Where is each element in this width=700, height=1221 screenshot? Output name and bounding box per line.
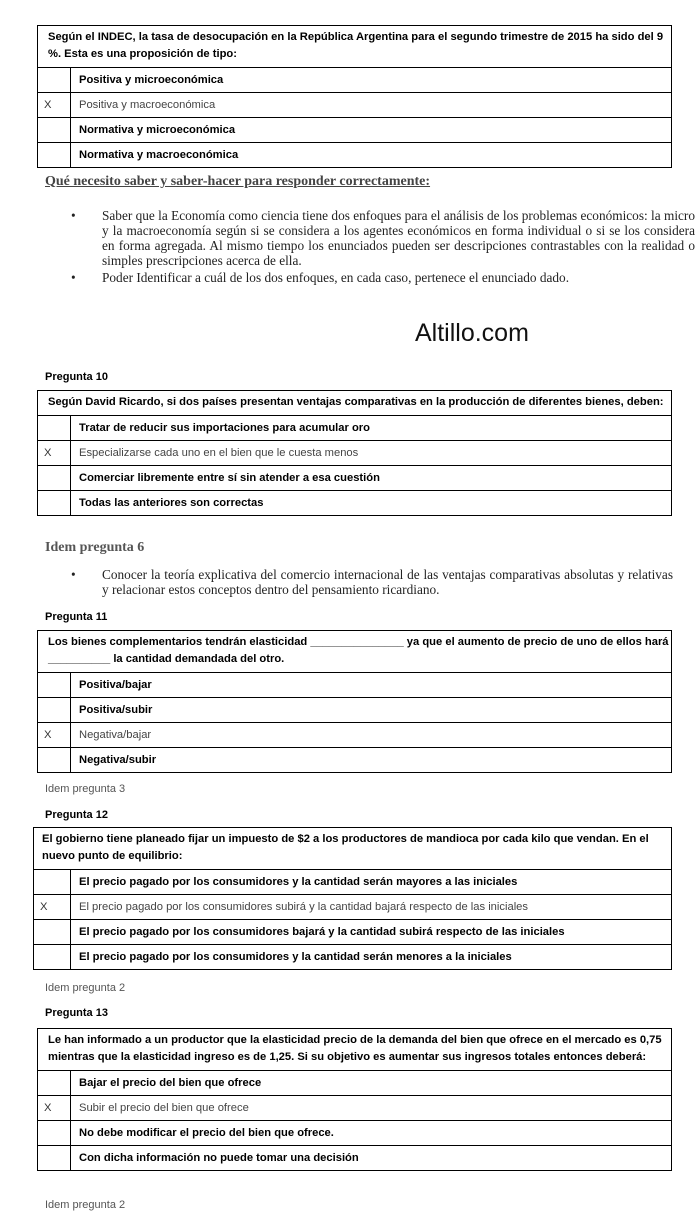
option-text: Subir el precio del bien que ofrece [71, 1096, 672, 1121]
answer-mark [38, 1146, 71, 1171]
option-text: No debe modificar el precio del bien que ofrece. [71, 1121, 672, 1146]
option-text: Normativa y microeconómica [71, 118, 672, 143]
option-text: Especializarse cada uno en el bien que le cuesta menos [71, 441, 672, 466]
answer-mark [38, 491, 71, 516]
question-heading: Pregunta 10 [45, 371, 108, 383]
question-block-10 [37, 390, 672, 516]
option-text: Positiva/bajar [71, 673, 672, 698]
answer-mark [34, 920, 71, 945]
bullet-icon: • [71, 567, 76, 582]
bullet-text: Saber que la Economía como ciencia tiene dos enfoques para el análisis de los problemas económicos: la micro y la macroeconomía según si se considera a los agentes económicos en forma individual o si se los considera en forma agregada. Al mismo tiempo los enunciados pueden ser descripciones contrastables con la realidad o simples prescripciones acerca de ella. [102, 208, 695, 268]
bullet-item [45, 567, 673, 597]
answer-mark [38, 698, 71, 723]
answer-mark [38, 1121, 71, 1146]
idem-note: Idem pregunta 6 [45, 540, 145, 555]
idem-note: Idem pregunta 2 [45, 1199, 126, 1211]
bullet-text: Conocer la teoría explicativa del comercio internacional de las ventajas comparativas absolutas y relativas y relacionar estos conceptos dentro del pensamiento ricardiano. [102, 567, 673, 597]
option-text: Negativa/subir [71, 748, 672, 773]
question-block-13 [37, 1028, 672, 1171]
answer-mark: X [38, 441, 71, 466]
option-text: Comerciar libremente entre sí sin atender a esa cuestión [71, 466, 672, 491]
option-text: Todas las anteriores son correctas [71, 491, 672, 516]
howto-heading: Qué necesito saber y saber-hacer para responder correctamente: [45, 174, 431, 189]
idem-note: Idem pregunta 3 [45, 783, 126, 795]
answer-mark [38, 673, 71, 698]
answer-mark [34, 870, 71, 895]
bullet-icon: • [71, 270, 76, 285]
option-text: Con dicha información no puede tomar una decisión [71, 1146, 672, 1171]
question-text: Le han informado a un productor que la elasticidad precio de la demanda del bien que ofrece en el mercado es 0,75 mientras que la elasticidad ingreso es de 1,25. Si su objetivo es aumentar sus ingresos totales entonces deberá: [38, 1029, 672, 1071]
bullet-icon: • [71, 208, 76, 223]
question-text: El gobierno tiene planeado fijar un impuesto de $2 a los productores de mandioca por cada kilo que vendan. En el nuevo punto de equilibrio: [34, 828, 672, 870]
answer-mark [34, 945, 71, 970]
option-text: Normativa y macroeconómica [71, 143, 672, 168]
option-text: Positiva/subir [71, 698, 672, 723]
q10-bullet-list [45, 567, 673, 597]
answer-mark: X [38, 93, 71, 118]
answer-mark: X [38, 723, 71, 748]
option-text: El precio pagado por los consumidores bajará y la cantidad subirá respecto de las iniciales [71, 920, 672, 945]
question-heading: Pregunta 12 [45, 809, 108, 821]
option-text: El precio pagado por los consumidores y la cantidad serán menores a la iniciales [71, 945, 672, 970]
answer-mark [38, 118, 71, 143]
answer-mark [38, 416, 71, 441]
question-block-12 [33, 827, 672, 970]
option-text: El precio pagado por los consumidores y la cantidad serán mayores a las iniciales [71, 870, 672, 895]
question-block-11 [37, 630, 672, 773]
option-text: Bajar el precio del bien que ofrece [71, 1071, 672, 1096]
answer-mark [38, 68, 71, 93]
idem-note: Idem pregunta 2 [45, 982, 126, 994]
question-text: Los bienes complementarios tendrán elasticidad _______________ ya que el aumento de precio de uno de ellos hará __________ la cantidad demandada del otro. [38, 631, 672, 673]
bullet-item [45, 208, 695, 268]
howto-bullet-list [45, 208, 695, 285]
answer-mark: X [38, 1096, 71, 1121]
answer-mark [38, 466, 71, 491]
question-text: Según el INDEC, la tasa de desocupación en la República Argentina para el segundo trimestre de 2015 ha sido del 9 %. Esta es una proposición de tipo: [38, 26, 672, 68]
question-text: Según David Ricardo, si dos países presentan ventajas comparativas en la producción de diferentes bienes, deben: [38, 391, 672, 416]
option-text: El precio pagado por los consumidores subirá y la cantidad bajará respecto de las iniciales [71, 895, 672, 920]
watermark-logo: Altillo.com [415, 319, 529, 347]
option-text: Negativa/bajar [71, 723, 672, 748]
question-block-1 [37, 25, 672, 168]
option-text: Positiva y microeconómica [71, 68, 672, 93]
answer-mark [38, 1071, 71, 1096]
option-text: Positiva y macroeconómica [71, 93, 672, 118]
question-heading: Pregunta 11 [45, 611, 108, 623]
answer-mark [38, 143, 71, 168]
answer-mark [38, 748, 71, 773]
bullet-text: Poder Identificar a cuál de los dos enfoques, en cada caso, pertenece el enunciado dado. [102, 270, 570, 285]
question-heading: Pregunta 13 [45, 1007, 108, 1019]
answer-mark: X [34, 895, 71, 920]
bullet-item [45, 270, 695, 285]
option-text: Tratar de reducir sus importaciones para acumular oro [71, 416, 672, 441]
